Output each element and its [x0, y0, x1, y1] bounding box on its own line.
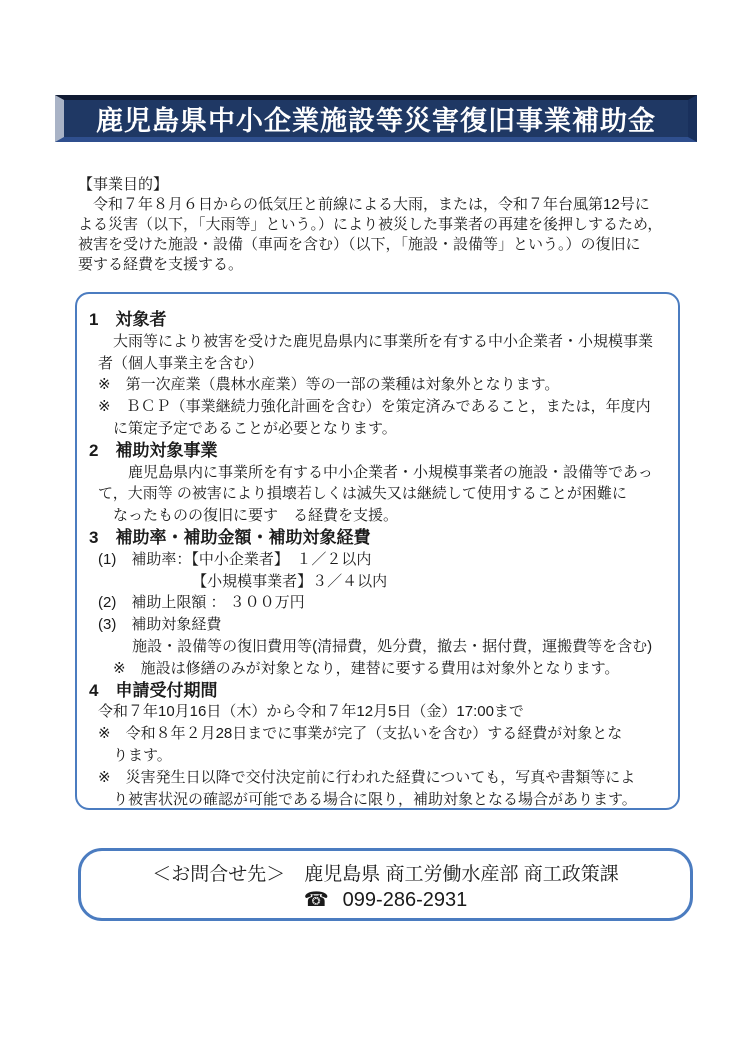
- section-line: (3) 補助対象経費: [98, 616, 222, 634]
- section-line: 者（個人事業主を含む）: [98, 354, 264, 372]
- contact-department: ＜お問合せ先＞ 鹿児島県 商工労働水産部 商工政策課: [152, 864, 619, 885]
- section-number: 4: [89, 680, 99, 700]
- section-line: (1) 補助率：【中小企業者】 １／２以内: [98, 550, 372, 568]
- section-line: ※ 令和８年２月28日までに事業が完了（支払いを含む）する経費が対象とな: [98, 725, 623, 743]
- section-line: ※ 災害発生日以降で交付決定前に行われた経費についても，写真や書類等によ: [98, 768, 636, 786]
- contact-phone-row: [81, 887, 690, 914]
- sections-box: [75, 292, 680, 810]
- section-line: ※ 施設は修繕のみが対象となり，建替に要する費用は対象外となります。: [98, 659, 620, 677]
- section-line: ※ 第一次産業（農林水産業）等の一部の業種は対象外となります。: [98, 376, 560, 394]
- section-line: 【小規模事業者】３／４以内: [98, 572, 388, 590]
- section-number: 1: [89, 310, 99, 329]
- title-banner: [55, 95, 697, 142]
- section-line: ※ ＢＣＰ（事業継続力強化計画を含む）を策定済みであること，または，年度内: [98, 398, 651, 416]
- section-body: [98, 462, 670, 527]
- page-title: 鹿児島県中小企業施設等災害復旧事業補助金: [96, 106, 656, 136]
- section-body: [98, 701, 670, 810]
- section-title: 申請受付期間: [115, 680, 218, 700]
- contact-box: [78, 848, 693, 921]
- section-number: 3: [89, 527, 99, 547]
- section-heading: [89, 309, 670, 331]
- section-heading: [89, 527, 670, 549]
- section-heading: [89, 680, 670, 702]
- section-title: 対象者: [115, 310, 167, 329]
- section-hojo-taishou-jigyou: [89, 440, 670, 527]
- section-hojoritsu: [89, 527, 670, 680]
- purpose-heading: 【事業目的】: [78, 176, 169, 193]
- section-line: に策定予定であることが必要となります。: [98, 419, 397, 437]
- purpose-block: [78, 175, 698, 275]
- purpose-line: よる災害（以下，「大雨等」という。）により被災した事業者の再建を後押しするため，: [78, 216, 663, 233]
- section-line: (2) 補助上限額 ： ３００万円: [98, 594, 305, 612]
- section-taishousha: [89, 309, 670, 440]
- section-body: [98, 549, 670, 680]
- purpose-line: 要する経費を支援する。: [78, 256, 244, 273]
- section-line: り被害状況の確認が可能である場合に限り，補助対象となる場合があります。: [98, 790, 637, 808]
- purpose-line: 令和７年８月６日からの低気圧と前線による大雨，または，令和７年台風第12号に: [78, 196, 650, 213]
- section-body: [98, 331, 670, 440]
- section-line: なったものの復旧に要す る経費を支援。: [98, 507, 399, 525]
- section-line: 令和７年10月16日（木）から令和７年12月5日（金）17:00まで: [98, 703, 524, 721]
- section-line: て，大雨等 の被害により損壊若しくは滅失又は継続して使用することが困難に: [98, 485, 627, 503]
- phone-icon: ☎: [303, 889, 329, 911]
- section-title: 補助率・補助金額・補助対象経費: [115, 527, 371, 547]
- section-line: ります。: [98, 746, 172, 764]
- section-line: 大雨等により被害を受けた鹿児島県内に事業所を有する中小企業者・小規模事業: [98, 332, 654, 350]
- purpose-line: 被害を受けた施設・設備（車両を含む）（以下，「施設・設備等」という。）の復旧に: [78, 236, 641, 253]
- phone-number: 099-286-2931: [342, 889, 468, 911]
- section-number: 2: [89, 440, 99, 460]
- section-heading: [89, 440, 670, 462]
- section-line: 鹿児島県内に事業所を有する中小企業者・小規模事業者の施設・設備等であっ: [98, 463, 653, 481]
- section-shinsei-uketsuke-kikan: [89, 680, 670, 811]
- section-title: 補助対象事業: [115, 440, 218, 460]
- section-line: 施設・設備等の復旧費用等(清掃費，処分費，撤去・据付費，運搬費等を含む): [98, 637, 653, 655]
